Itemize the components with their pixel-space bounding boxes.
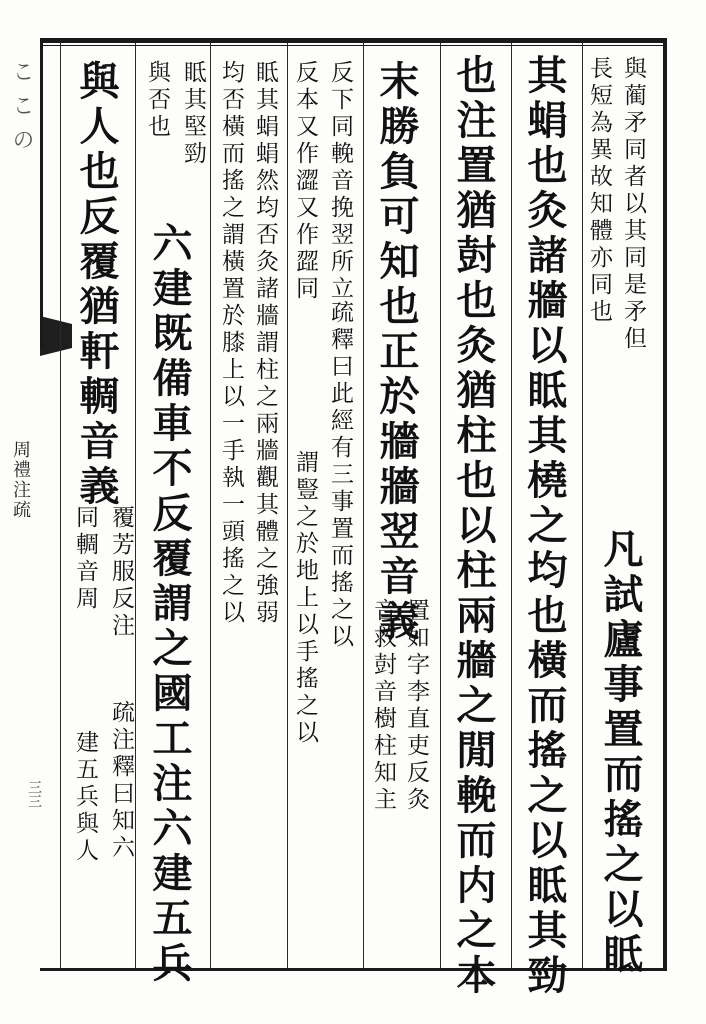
column-rule [60, 43, 61, 968]
main-text-column: 其蜎也灸諸牆以眡其橈之均也橫而搖之以眡其勁 [521, 54, 568, 999]
main-text-column: 末勝負可知也正於牆牆翌音義 [373, 60, 420, 645]
column-rule [135, 43, 136, 968]
folio-number: 三三 [26, 780, 42, 808]
fishtail-mark [40, 316, 72, 356]
book-title: 周禮注疏 [10, 440, 31, 520]
commentary-column: 與蔺矛同者以其同是矛但 [620, 56, 646, 353]
commentary-column: 謂豎之於地上以手搖之以 [292, 450, 318, 747]
column-rule [287, 43, 288, 968]
commentary-column: 反下同輓音挽翌所立 [327, 60, 353, 303]
commentary-column: 疏注釋曰知六 [108, 700, 134, 862]
frame-top-inner-border [40, 45, 666, 46]
commentary-column: 置如字李直吏反灸 [403, 598, 429, 814]
frame-top-border [40, 38, 666, 43]
commentary-column: 建五兵與人 [72, 730, 98, 865]
commentary-column: 覆芳服反注 [108, 505, 134, 640]
frame-right-border [663, 38, 667, 971]
commentary-column: 長短為異故知體亦同也 [586, 56, 612, 326]
main-text-column: 六建既備車不反覆謂之國工注六建五兵 [146, 222, 193, 987]
main-text-column: 凡試廬事置而搖之以眡 [597, 528, 644, 978]
column-rule [210, 43, 211, 968]
frame-left-border [40, 38, 43, 348]
main-text-column: 也注置猶尌也灸猶柱也以柱兩牆之閒輓而内之本 [450, 54, 497, 999]
main-text-column: 與人也反覆猶軒輖音義 [73, 60, 120, 510]
column-rule [582, 43, 583, 968]
column-rule [440, 43, 441, 968]
commentary-column: 與否也 [144, 60, 170, 141]
commentary-column: 同輖音周 [72, 505, 98, 613]
frame-bottom-border [40, 968, 666, 971]
commentary-column: 均否橫而搖之謂橫置於膝上以一手執一頭搖之以 [218, 60, 244, 627]
commentary-column: 音救尌音樹柱知主 [370, 598, 396, 814]
column-rule [511, 43, 512, 968]
column-rule [363, 43, 364, 968]
commentary-column: 眡其蜎蜎然均否灸諸牆謂柱之兩牆觀其體之強弱 [252, 60, 278, 627]
commentary-column: 眡其堅勁 [180, 60, 206, 168]
commentary-column: 疏釋曰此經有三事置而搖之以 [327, 300, 353, 651]
fore-edge-text: ここの [9, 60, 34, 162]
commentary-column: 反本又作澀又作歰同 [292, 60, 318, 303]
